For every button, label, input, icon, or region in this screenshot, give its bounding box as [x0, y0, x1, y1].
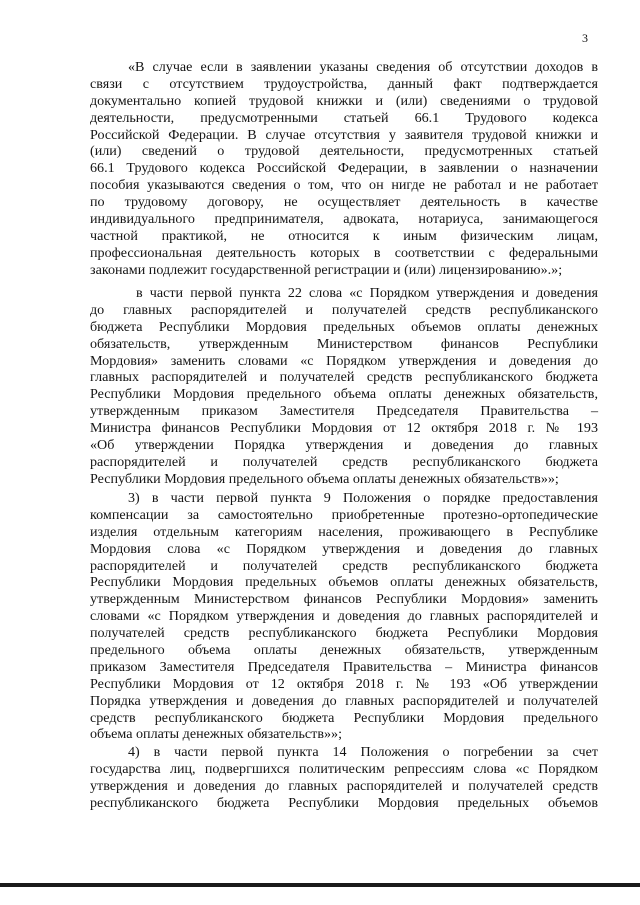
text-line: законами подлежит государственной регистрации и (или) лицензированию».»;	[90, 261, 563, 278]
text-line: Российской Федерации. В случае отсутствия у заявителя трудовой книжки и	[90, 126, 598, 143]
text-line: распорядителей и получателей средств республиканского бюджета	[90, 453, 598, 470]
text-line: Мордовия слова «с Порядком утверждения и доведения до главных	[90, 540, 598, 557]
text-line: 4) в части первой пункта 14 Положения о погребении за счет	[128, 744, 598, 760]
text-line: профессиональная деятельность которых в соответствии с федеральными	[90, 244, 598, 261]
text-line: республиканского бюджета Республики Мордовия предельных объемов	[90, 794, 598, 811]
text-line: получателей средств республиканского бюджета Республики Мордовия	[90, 625, 598, 642]
page-bottom-rule	[0, 883, 640, 887]
text-line: в части первой пункта 22 слова «с Порядком утверждения и доведения	[136, 285, 598, 301]
text-line: 3) в части первой пункта 9 Положения о порядке предоставления	[128, 490, 598, 506]
paragraph-item-3	[90, 490, 598, 743]
text-line: по трудовому договору, не осуществляет деятельность в качестве	[90, 194, 598, 211]
text-line: приказом Заместителя Председателя Правительства – Министра финансов	[90, 658, 598, 675]
text-line: (или) сведений о трудовой деятельности, предусмотренных статьей	[90, 143, 598, 160]
text-line: утвержденным Министерством финансов Республики Мордовия» заменить	[90, 591, 598, 608]
page-number: 3	[582, 31, 588, 45]
text-line: предельного объема оплаты денежных обязательств, утвержденным	[90, 642, 598, 659]
text-line: пособия указываются сведения о том, что он нигде не работал и не работает	[90, 177, 598, 194]
paragraph-income-absence	[90, 59, 598, 279]
text-line: изделия отдельным категориям населения, проживающего в Республике	[90, 523, 598, 540]
text-line: «В случае если в заявлении указаны сведения об отсутствии доходов в	[128, 59, 598, 75]
text-line: документально копией трудовой книжки и (или) сведениями о трудовой	[90, 92, 598, 109]
text-line: утверждения и доведения до главных распорядителей и получателей средств	[90, 777, 598, 794]
text-line: главных распорядителей и получателей средств республиканского бюджета	[90, 369, 598, 386]
text-line: объема оплаты денежных обязательств»»;	[90, 726, 342, 743]
text-line: «Об утверждении Порядка утверждения и доведения до главных	[90, 437, 598, 454]
text-line: индивидуального предпринимателя, адвоката, нотариуса, занимающегося	[90, 211, 598, 228]
text-line: частной практикой, не относится к иным физическим лицам,	[90, 227, 598, 244]
text-line: Министра финансов Республики Мордовия от 12 октября 2018 г. № 193	[90, 420, 598, 437]
text-line: распорядителей и получателей средств республиканского бюджета	[90, 557, 598, 574]
text-line: утвержденным приказом Заместителя Председателя Правительства –	[90, 403, 598, 420]
text-line: бюджета Республики Мордовия предельных объемов оплаты денежных	[90, 318, 598, 335]
text-line: Республики Мордовия предельного объема оплаты денежных обязательств,	[90, 386, 598, 403]
text-line: до главных распорядителей и получателей средств республиканского	[90, 301, 598, 318]
text-line: Республики Мордовия предельных объемов оплаты денежных обязательств,	[90, 574, 598, 591]
text-line: Республики Мордовия предельного объема оплаты денежных обязательств»»;	[90, 470, 559, 487]
text-line: Мордовия» заменить словами «с Порядком утверждения и доведения до	[90, 352, 598, 369]
text-line: государства лиц, подвергшихся политическим репрессиям слова «с Порядком	[90, 760, 598, 777]
paragraph-point-22	[90, 285, 598, 488]
text-line: обязательств, утвержденным Министерством финансов Республики	[90, 335, 598, 352]
text-line: связи с отсутствием трудоустройства, данный факт подтверждается	[90, 75, 598, 92]
text-line: Республики Мордовия от 12 октября 2018 г. № 193 «Об утверждении	[90, 675, 598, 692]
text-line: 66.1 Трудового кодекса Российской Федерации, в заявлении о назначении	[90, 160, 598, 177]
text-line: компенсации за самостоятельно приобретенные протезно-ортопедические	[90, 506, 598, 523]
text-line: словами «с Порядком утверждения и доведения до главных распорядителей и	[90, 608, 598, 625]
text-line: средств республиканского бюджета Республики Мордовия предельного	[90, 709, 598, 726]
paragraph-item-4	[90, 744, 598, 812]
text-line: деятельности, предусмотренными статьей 66.1 Трудового кодекса	[90, 109, 598, 126]
text-line: Порядка утверждения и доведения до главных распорядителей и получателей	[90, 692, 598, 709]
